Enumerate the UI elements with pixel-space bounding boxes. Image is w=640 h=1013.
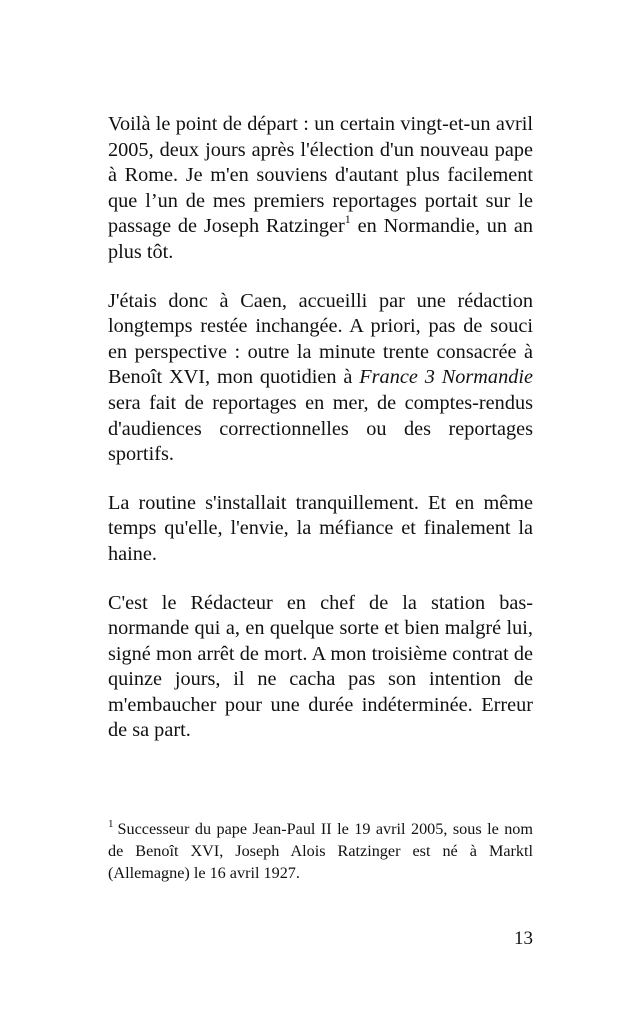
paragraph-2-text: J'étais donc à Caen, accueilli par une rédaction longtemps restée inchangée. A priori, pas de souci en perspective : outre la minute trente consacrée à Benoît XVI, mon quotidien à [108, 289, 533, 389]
paragraph-4: C'est le Rédacteur en chef de la station bas-normande qui a, en quelque sorte et bien malgré lui, signé mon arrêt de mort. A mon troisième contrat de quinze jours, il ne cacha pas son intention de m'embaucher pour une durée indéterminée. Erreur de sa part. [108, 591, 533, 742]
page-body [108, 112, 533, 767]
paragraph-3: La routine s'installait tranquillement. Et en même temps qu'elle, l'envie, la méfiance et finalement la haine. [108, 491, 533, 565]
footnote-text: Successeur du pape Jean-Paul II le 19 avril 2005, sous le nom de Benoît XVI, Joseph Alois Ratzinger est né à Marktl (Allemagne) le 16 avril 1927. [108, 820, 533, 882]
footnote [108, 818, 533, 884]
footnote-marker: 1 [108, 818, 114, 830]
page-number: 13 [514, 928, 533, 949]
paragraph-1-text-end: en Normandie, un an plus tôt. [108, 215, 533, 263]
paragraph-1-text: Voilà le point de départ : un certain vingt-et-un avril 2005, deux jours après l'élection d'un nouveau pape à Rome. Je m'en souviens d'autant plus facilement que l’un de mes premiers reportages portait sur le passage de Joseph Ratzinger [108, 113, 533, 238]
paragraph-1 [108, 112, 533, 266]
footnote-reference: 1 [344, 212, 351, 227]
paragraph-2-text-end: sera fait de reportages en mer, de comptes-rendus d'audiences correctionnelles ou des reportages sportifs. [108, 391, 533, 466]
paragraph-2-italic: France 3 Normandie [359, 366, 533, 389]
paragraph-2 [108, 289, 533, 468]
